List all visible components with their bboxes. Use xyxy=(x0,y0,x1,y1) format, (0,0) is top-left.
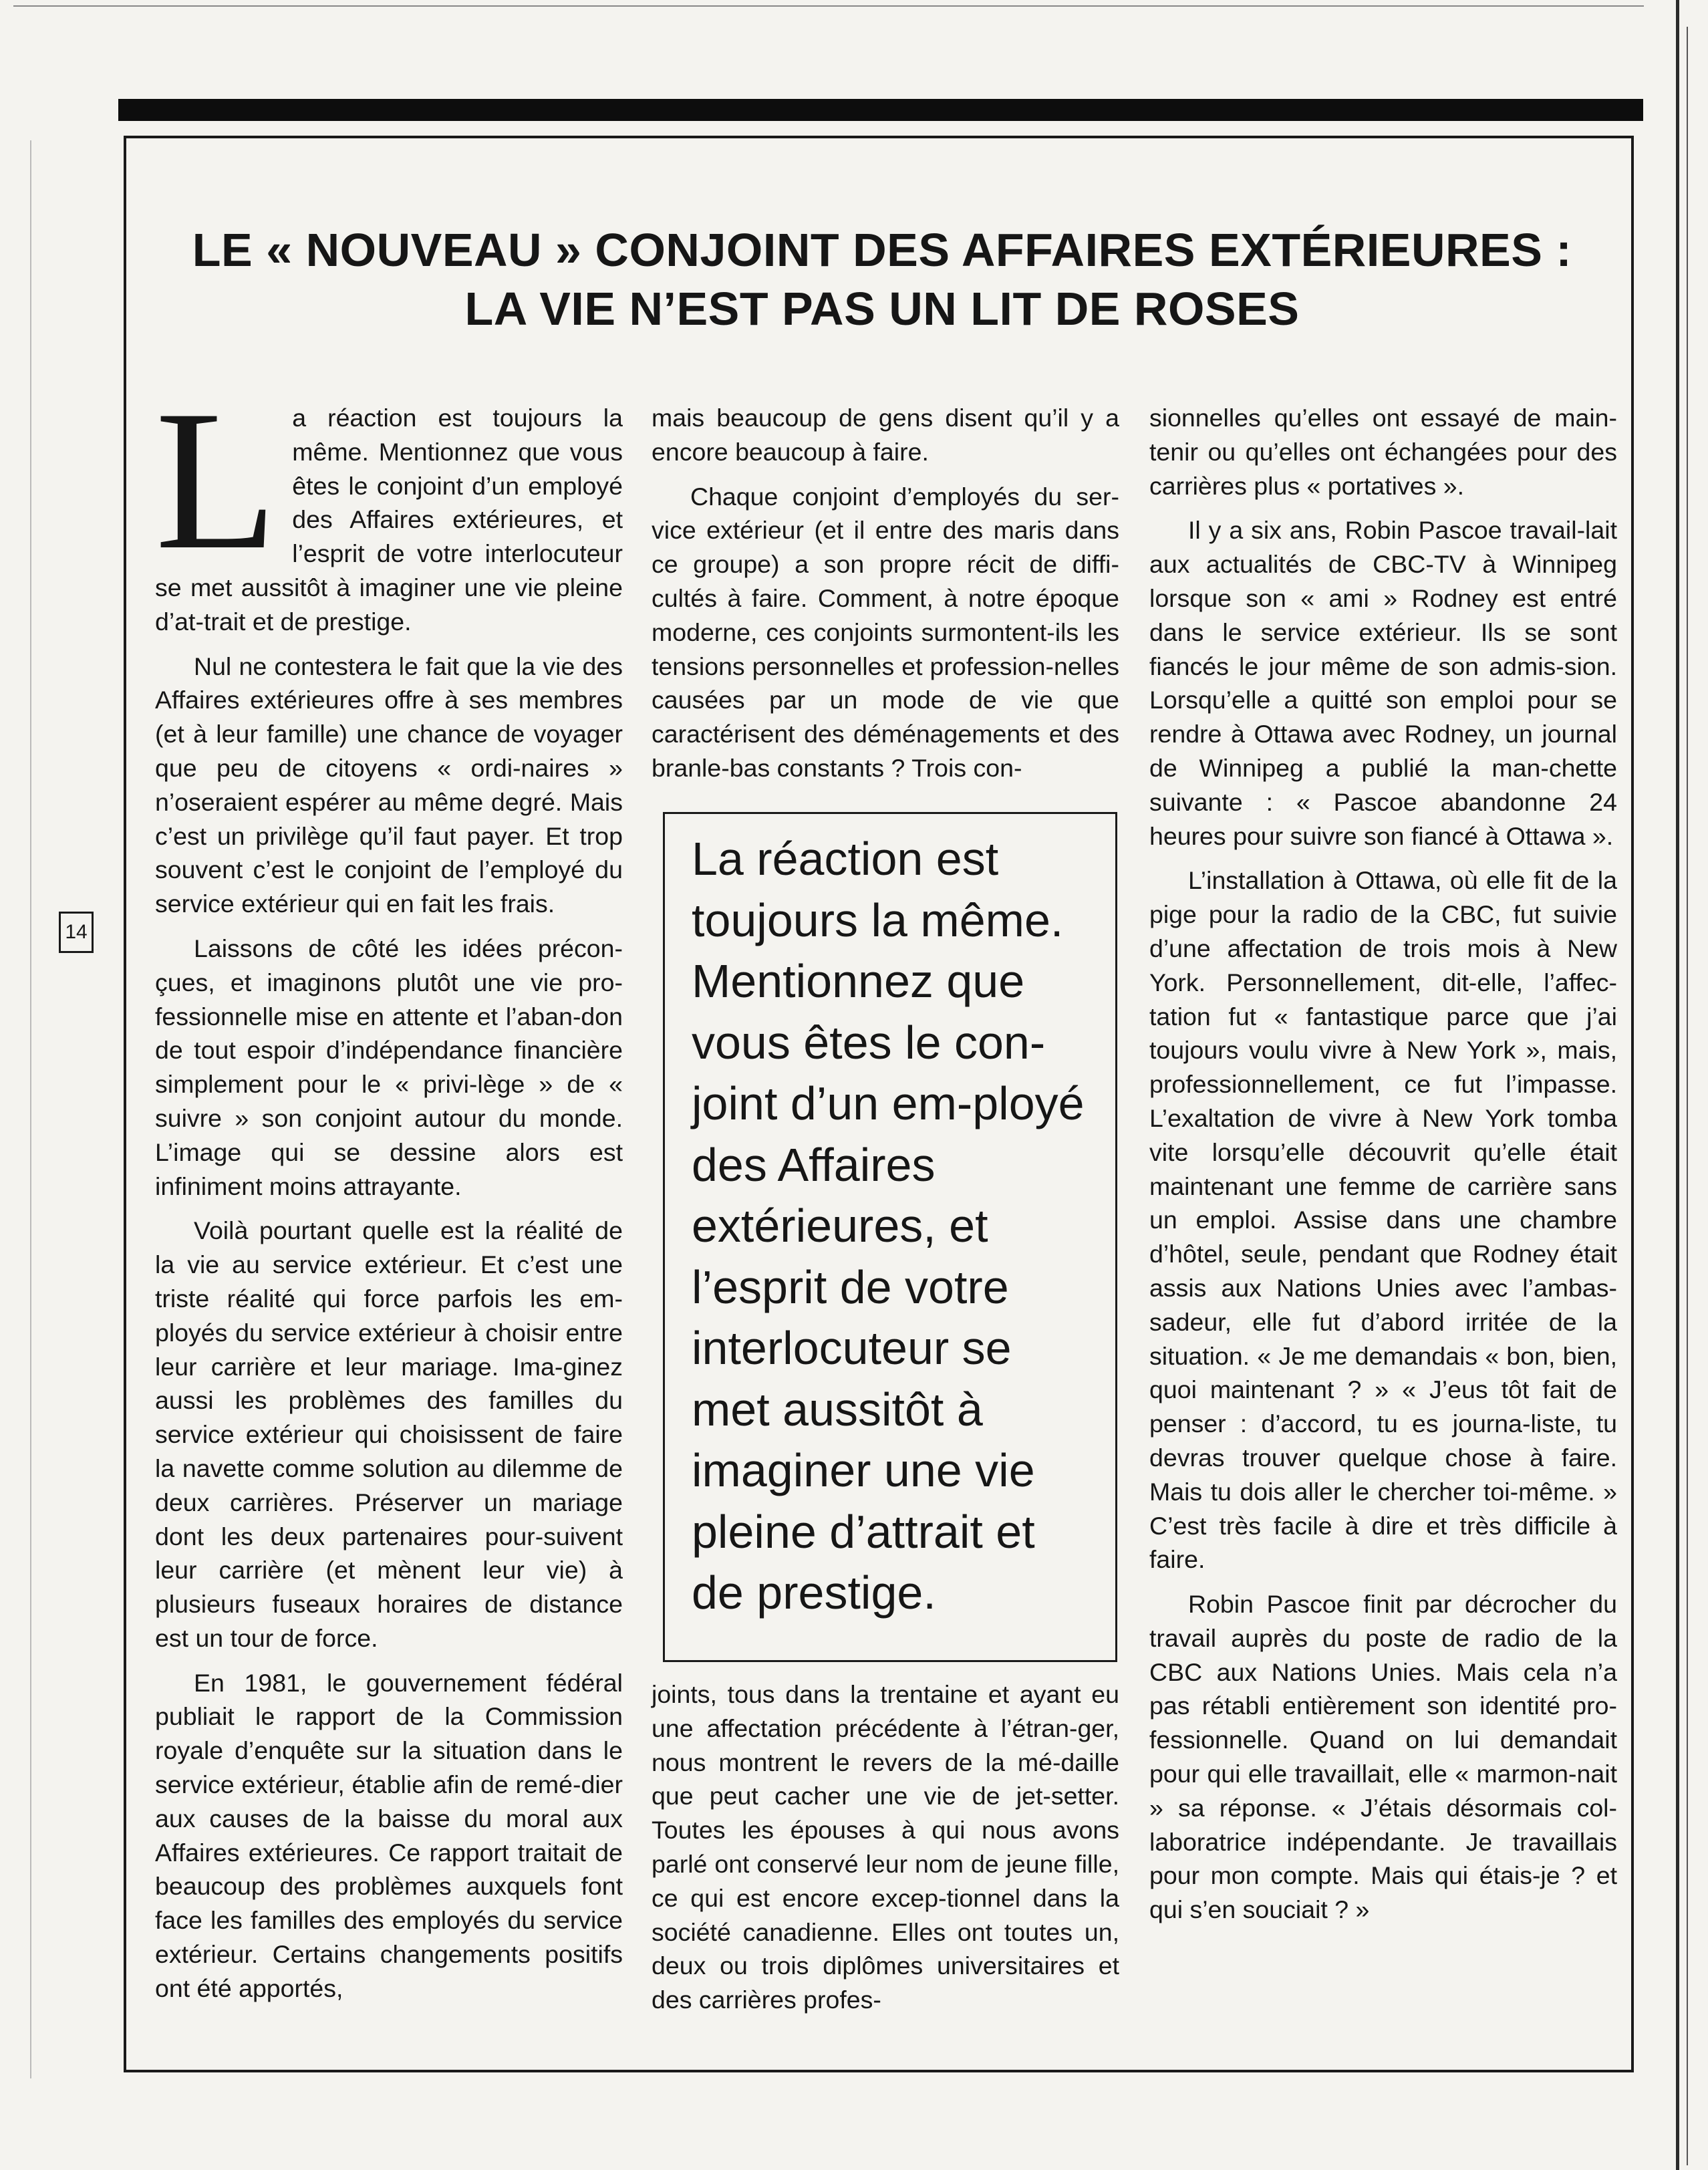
column-3 xyxy=(1149,401,1617,1937)
page-edge-top xyxy=(13,5,1644,7)
article-title xyxy=(127,221,1637,338)
pull-quote-text: La réaction est toujours la même. Mentionnez que vous êtes le con-joint d’un em-ployé des Affaires extérieures, et l’esprit de votre interlocuteur se met aussitôt à imaginer une vie pleine d’attrait et de prestige. xyxy=(692,833,1085,1619)
paragraph: Laissons de côté les idées précon-çues, et imaginons plutôt une vie pro-fessionnelle mise en attente et l’aban-don de tout espoir d’indépendance financière simplement pour le « privi-lège » de « suivre » son conjoint autour du monde. L’image qui se dessine alors est infiniment moins attrayante. xyxy=(155,934,623,1200)
column-1 xyxy=(155,369,623,2016)
paragraph: En 1981, le gouvernement fédéral publiait le rapport de la Commission royale d’enquête sur la situation dans le service extérieur, établie afin de remé-dier aux causes de la baisse du moral aux Affaires extérieures. Ce rapport traitait de beaucoup des problèmes auxquels font face les familles des employés du service extérieur. Certains changements positifs ont été apportés, xyxy=(155,1668,623,2002)
paragraph: Voilà pourtant quelle est la réalité de la vie au service extérieur. Et c’est une triste réalité qui force parfois les em-ployés du service extérieur à choisir entre leur carrière et leur mariage. Ima-ginez aussi les problèmes des familles du service extérieur qui choisissent de faire la navette comme solution au dilemme de deux carrières. Préserver un mariage dont les deux partenaires pour-suivent leur carrière (et mènent leur vie) à plusieurs fuseaux horaires de distance est un tour de force. xyxy=(155,1216,623,1652)
column-2-bottom xyxy=(652,1677,1119,2028)
drop-cap: L xyxy=(155,369,278,591)
paragraph: Chaque conjoint d’employés du ser-vice extérieur (et il entre des maris dans ce groupe) a son propre récit de diffi-cultés à faire. Comment, à notre époque moderne, ces conjoints surmontent-ils les tensions personnelles et profession-nelles causées par un mode de vie que caractérisent des déménagements et des branle-bas constants ? Trois con- xyxy=(652,482,1119,782)
title-line-2: LA VIE N’EST PAS UN LIT DE ROSES xyxy=(464,283,1300,335)
paragraph: Robin Pascoe finit par décrocher du travail auprès du poste de radio de la CBC aux Nations Unies. Mais cela n’a pas rétabli entièrement son identité pro-fessionnelle. Quand on lui demandait pour qui elle travaillait, elle « marmon-nait » sa réponse. « J’étais désormais col-laboratrice indépendante. Je travaillais pour mon compte. Mais qui étais-je ? et qui s’en souciait ? » xyxy=(1149,1590,1617,1924)
page-number: 14 xyxy=(59,912,94,953)
paragraph: joints, tous dans la trentaine et ayant eu une affectation précédente à l’étran-ger, nous montrent le revers de la mé-daille que peut cacher une vie de jet-setter. Toutes les épouses à qui nous avons parlé ont conservé leur nom de jeune fille, ce qui est encore excep-tionnel dans la société canadienne. Elles ont toutes un, deux ou trois diplômes universitaires et des carrières profes- xyxy=(652,1680,1119,2014)
column-2-top xyxy=(652,401,1119,796)
paragraph: a réaction est toujours la même. Mentionnez que vous êtes le conjoint d’un employé des Affaires extérieures, et l’esprit de votre interlocuteur se met aussitôt à imaginer une vie pleine d’at-trait et de prestige. xyxy=(155,404,623,636)
paragraph: Nul ne contestera le fait que la vie des Affaires extérieures offre à ses membres (et à leur famille) une chance de voyager que peu de citoyens « ordi-naires » n’oseraient espérer au même degré. Mais c’est un privilège qu’il faut payer. Et trop souvent c’est le conjoint de l’employé du service extérieur qui en fait les frais. xyxy=(155,652,623,918)
page-edge-right xyxy=(1676,0,1679,2170)
title-line-1: LE « NOUVEAU » CONJOINT DES AFFAIRES EXTÉRIEURES : xyxy=(192,224,1572,276)
paragraph: sionnelles qu’elles ont essayé de main-tenir ou qu’elles ont échangées pour des carrières plus « portatives ». xyxy=(1149,404,1617,500)
pull-quote-box xyxy=(663,812,1117,1662)
page-edge-left xyxy=(30,140,31,2078)
paragraph: mais beaucoup de gens disent qu’il y a encore beaucoup à faire. xyxy=(652,404,1119,466)
page-edge-right-inner xyxy=(1687,27,1688,2165)
paragraph: L’installation à Ottawa, où elle fit de la pige pour la radio de la CBC, fut suivie d’une affectation de trois mois à New York. Personnellement, dit-elle, l’affec-tation fut « fantastique parce que j’ai toujours voulu vivre à New York », mais, professionnellement, ce fut l’impasse. L’exaltation de vivre à New York tomba vite lorsqu’elle découvrit qu’elle était maintenant une femme de carrière sans un emploi. Assise dans une chambre d’hôtel, seule, pendant que Rodney était assis aux Nations Unies avec l’ambas-sadeur, elle fut d’abord irritée de la situation. « Je me demandais « bon, bien, quoi maintenant ? » « J’eus tôt fait de penser : d’accord, tu es journa-liste, tu devras trouver quelque chose à faire. Mais tu dois aller le chercher toi-même. » C’est très facile à dire et très difficile à faire. xyxy=(1149,866,1617,1574)
paragraph: Il y a six ans, Robin Pascoe travail-lait aux actualités de CBC-TV à Winnipeg lorsque son « ami » Rodney est entré dans le service extérieur. Ils se sont fiancés le jour même de son admis-sion. Lorsqu’elle a quitté son emploi pour se rendre à Ottawa avec Rodney, un journal de Winnipeg a publié la man-chette suivante : « Pascoe abandonne 24 heures pour suivre son fiancé à Ottawa ». xyxy=(1149,516,1617,850)
top-rule xyxy=(118,99,1643,121)
